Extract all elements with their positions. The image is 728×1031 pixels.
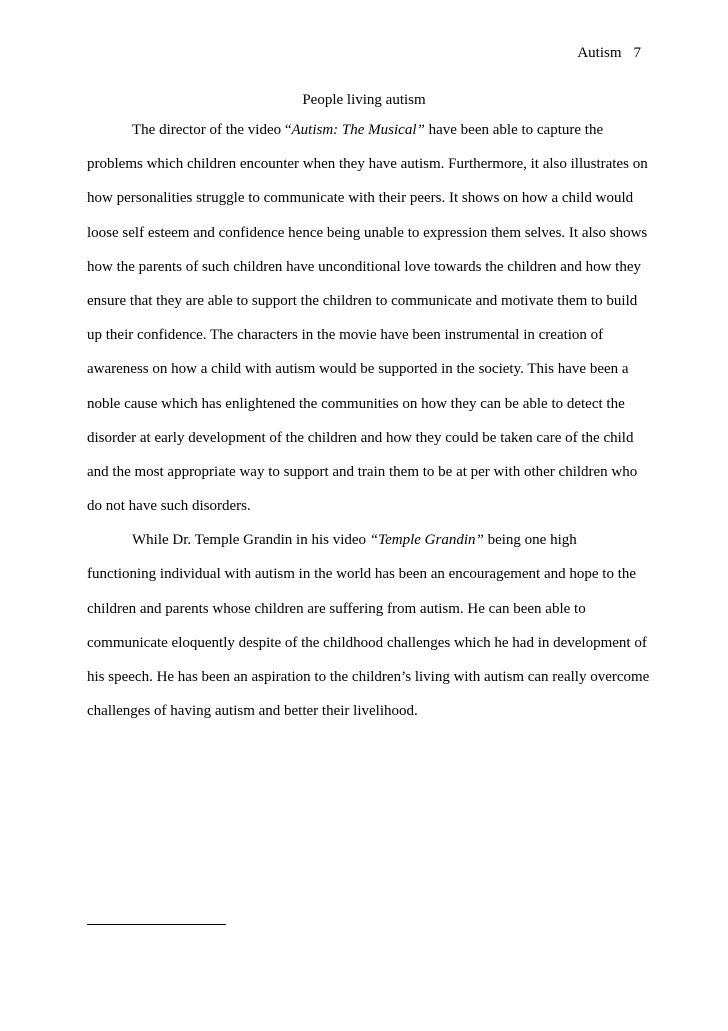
paragraph-1-line-8: awareness on how a child with autism would be supported in the society. This have been a (87, 361, 629, 378)
paragraph-1-line-3: how personalities struggle to communicate with their peers. It shows on how a child would (87, 190, 634, 207)
running-head (577, 44, 641, 62)
text-run: The director of the video “ (132, 122, 292, 138)
essay-title: People living autism (302, 92, 426, 108)
paragraph-1-line-12: do not have such disorders. (87, 498, 251, 515)
paragraph-2-line-5: his speech. He has been an aspiration to the children’s living with autism can really overcome (87, 669, 650, 685)
paragraph-1-line-1 (87, 117, 647, 151)
video-title-italic: Autism: The Musical” (291, 122, 425, 138)
footnote-separator (87, 924, 226, 925)
page-number: 7 (633, 45, 641, 61)
paragraph-2-line-1 (87, 527, 647, 561)
paragraph-2-line-2: functioning individual with autism in the world has been an encouragement and hope to the (87, 566, 637, 583)
paragraph-1-line-7: up their confidence. The characters in the movie have been instrumental in creation of (87, 327, 604, 344)
paragraph-2-line-6: challenges of having autism and better their livelihood. (87, 703, 418, 720)
paragraph-1-line-10: disorder at early development of the children and how they could be taken care of the child (87, 429, 634, 446)
text-run: being one high (483, 532, 577, 549)
video-title-italic: “Temple Grandin” (369, 532, 484, 549)
running-head-title: Autism (577, 45, 622, 61)
text-run: have been able to capture the (424, 122, 604, 138)
paragraph-2-line-3: children and parents whose children are suffering from autism. He can been able to (87, 600, 586, 617)
paragraph-1-line-11: and the most appropriate way to support and train them to be at per with other children who (87, 463, 638, 480)
essay-body (87, 117, 650, 732)
text-run: While Dr. Temple Grandin in his video (132, 532, 370, 549)
paragraph-1-line-5: how the parents of such children have unconditional love towards the children and how they (87, 258, 642, 275)
paragraph-1-line-4: loose self esteem and confidence hence being unable to expression them selves. It also shows (87, 224, 648, 241)
paragraph-1-line-2: problems which children encounter when they have autism. Furthermore, it also illustrates on (87, 156, 648, 173)
paragraph-2-line-4: communicate eloquently despite of the childhood challenges which he had in development of (87, 634, 647, 651)
paragraph-1-line-9: noble cause which has enlightened the communities on how they can be able to detect the (87, 395, 625, 412)
paragraph-1-line-6: ensure that they are able to support the children to communicate and motivate them to build (87, 292, 638, 309)
